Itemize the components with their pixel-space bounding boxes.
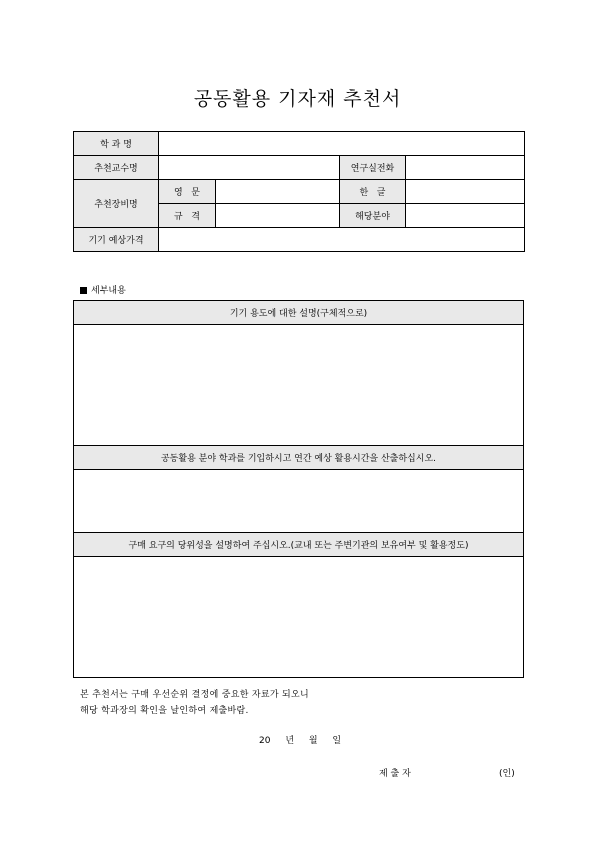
justification-question: 구매 요구의 당위성을 설명하여 주십시오.(교내 또는 주변기관의 보유여부 및 활용정도): [74, 533, 524, 557]
spec-field[interactable]: [216, 204, 340, 228]
date-line: 20 년 월 일: [259, 736, 342, 746]
seal-mark: (인): [499, 769, 515, 779]
spec-label: 규 격: [159, 204, 216, 228]
equipment-label: 추천장비명: [74, 180, 159, 228]
dept-label: 학 과 명: [74, 132, 159, 156]
sharing-question: 공동활용 분야 학과를 기입하시고 연간 예상 활용시간을 산출하십시오.: [74, 446, 524, 470]
english-name-field[interactable]: [216, 180, 340, 204]
section-heading-text: 세부내용: [91, 286, 126, 296]
lab-phone-label: 연구실전화: [340, 156, 406, 180]
lab-phone-field[interactable]: [406, 156, 525, 180]
english-name-label: 영 문: [159, 180, 216, 204]
section-heading: [80, 283, 126, 296]
professor-field[interactable]: [159, 156, 340, 180]
sharing-answer-area[interactable]: [74, 470, 524, 533]
korean-name-label: 한 글: [340, 180, 406, 204]
korean-name-field[interactable]: [406, 180, 525, 204]
field-field[interactable]: [406, 204, 525, 228]
professor-label: 추천교수명: [74, 156, 159, 180]
usage-answer-area[interactable]: [74, 325, 524, 446]
field-label: 해당분야: [340, 204, 406, 228]
square-bullet-icon: [80, 287, 87, 294]
dept-field[interactable]: [159, 132, 525, 156]
justification-answer-area[interactable]: [74, 557, 524, 678]
price-field[interactable]: [159, 228, 525, 252]
note-line-1: 본 추천서는 구매 우선순위 결정에 중요한 자료가 되오니: [80, 690, 309, 700]
price-label: 기기 예상가격: [74, 228, 159, 252]
usage-question: 기기 용도에 대한 설명(구체적으로): [74, 301, 524, 325]
document-title: 공동활용 기자재 추천서: [193, 88, 402, 110]
note-line-2: 해당 학과장의 확인을 날인하여 제출바람.: [80, 706, 249, 716]
recommendation-info-table: [73, 131, 525, 252]
submitter-label: 제 출 자: [379, 769, 411, 779]
detail-table: [73, 300, 524, 678]
